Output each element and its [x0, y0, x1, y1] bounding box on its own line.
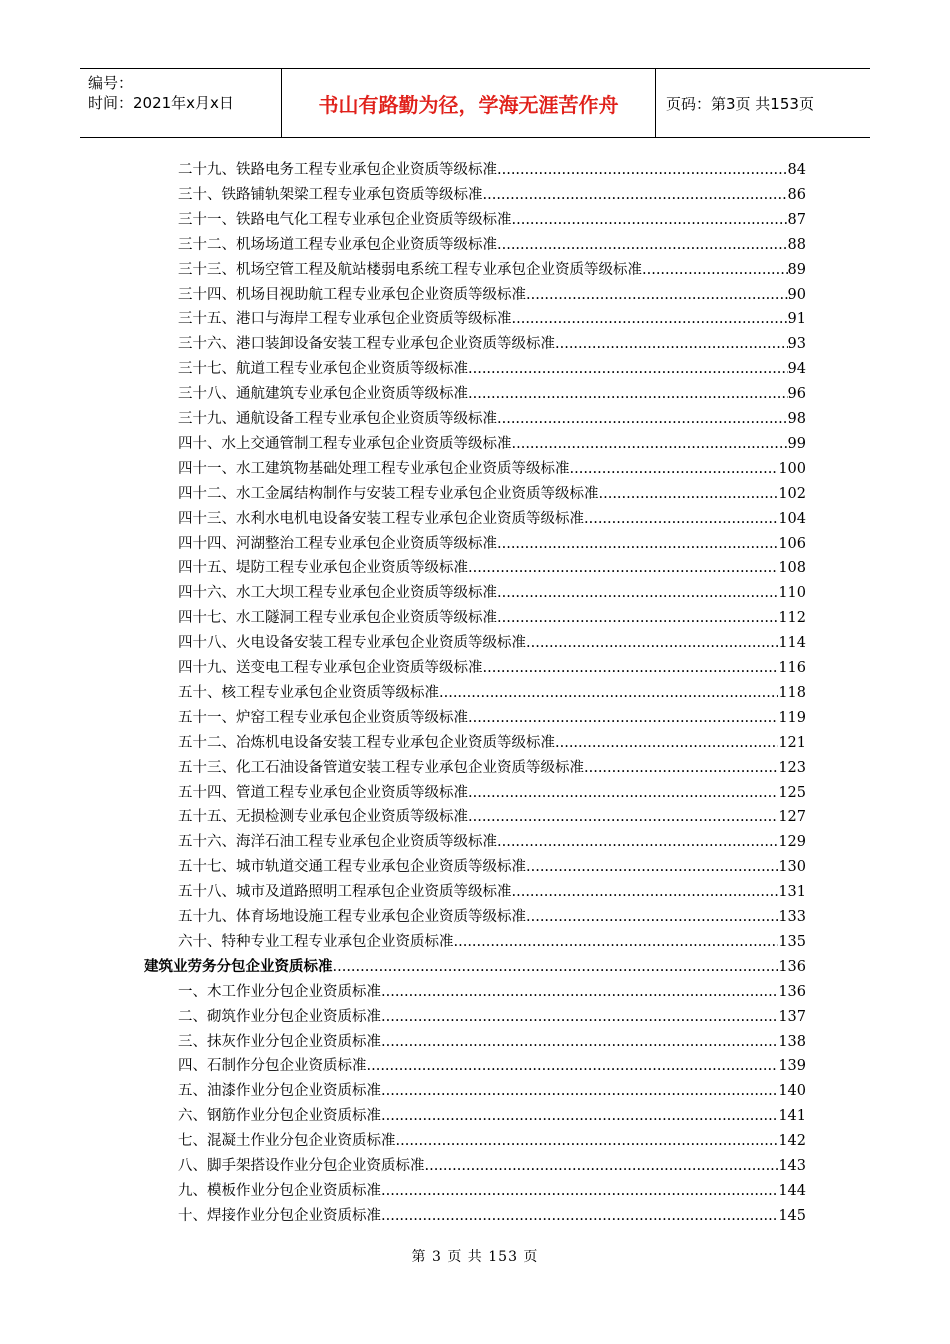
toc-leader-dots — [555, 334, 788, 354]
toc-entry[interactable] — [178, 681, 806, 703]
toc-entry[interactable] — [178, 930, 806, 952]
toc-entry[interactable] — [178, 880, 806, 902]
toc-entry-title: 五、油漆作业分包企业资质标准 — [178, 1083, 381, 1100]
toc-leader-dots — [381, 982, 778, 1002]
toc-entry-page: 136 — [778, 958, 806, 975]
toc-entry[interactable] — [178, 283, 806, 305]
toc-entry-title: 五十九、体育场地设施工程专业承包企业资质等级标准 — [178, 909, 526, 925]
toc-entry[interactable] — [178, 1204, 806, 1226]
toc-entry-page: 131 — [778, 884, 806, 901]
header-meta — [80, 69, 282, 137]
toc-entry[interactable] — [178, 731, 806, 753]
toc-leader-dots — [497, 583, 778, 603]
toc-entry-title: 五十一、炉窑工程专业承包企业资质等级标准 — [178, 709, 468, 726]
toc-leader-dots — [512, 882, 779, 902]
page-footer: 第 3 页 共 153 页 — [411, 1249, 539, 1265]
toc-leader-dots — [381, 1206, 778, 1226]
toc-leader-dots — [367, 1056, 779, 1076]
toc-leader-dots — [483, 185, 788, 205]
toc-entry-page: 90 — [787, 286, 806, 303]
toc-leader-dots — [454, 932, 779, 952]
toc-entry[interactable] — [178, 1129, 806, 1151]
toc-entry-title: 三十七、航道工程专业承包企业资质等级标准 — [178, 361, 468, 378]
toc-entry-title: 三十六、港口装卸设备安装工程专业承包企业资质等级标准 — [178, 336, 555, 353]
toc-leader-dots — [381, 1081, 778, 1101]
toc-entry-page: 89 — [787, 261, 806, 278]
toc-leader-dots — [483, 658, 779, 678]
toc-entry[interactable] — [178, 1154, 806, 1176]
toc-entry[interactable] — [178, 1005, 806, 1027]
toc-entry-page: 116 — [778, 660, 806, 676]
toc-entry[interactable] — [178, 631, 806, 653]
toc-entry[interactable] — [178, 307, 806, 329]
toc-leader-dots — [468, 708, 778, 728]
toc-leader-dots — [512, 309, 788, 329]
toc-entry-title: 四十一、水工建筑物基础处理工程专业承包企业资质等级标准 — [178, 460, 570, 477]
toc-entry[interactable] — [178, 756, 806, 778]
toc-entry-title: 四十四、河湖整治工程专业承包企业资质等级标准 — [178, 535, 497, 552]
toc-entry-title: 八、脚手架搭设作业分包企业资质标准 — [178, 1158, 425, 1174]
toc-leader-dots — [468, 384, 788, 404]
toc-leader-dots — [512, 434, 788, 454]
toc-entry-page: 87 — [787, 211, 806, 228]
toc-entry-title: 五十二、冶炼机电设备安装工程专业承包企业资质等级标准 — [178, 734, 555, 751]
toc-entry-page: 98 — [787, 411, 806, 427]
toc-leader-dots — [497, 160, 788, 180]
header-motto: 书山有路勤为径，学海无涯苦作舟 — [282, 69, 656, 137]
toc-entry-title: 四十七、水工隧洞工程专业承包企业资质等级标准 — [178, 610, 497, 627]
toc-entry[interactable] — [178, 830, 806, 852]
toc-entry-page: 86 — [787, 186, 806, 203]
toc-leader-dots — [526, 633, 778, 653]
toc-entry[interactable] — [178, 332, 806, 354]
toc-entry[interactable] — [178, 980, 806, 1002]
toc-entry-title: 五十五、无损检测专业承包企业资质等级标准 — [178, 809, 468, 826]
toc-entry-page: 141 — [778, 1108, 806, 1125]
toc-entry[interactable] — [178, 606, 806, 628]
toc-entry[interactable] — [178, 581, 806, 603]
toc-entry-title: 四十九、送变电工程专业承包企业资质等级标准 — [178, 660, 483, 676]
toc-entry-page: 104 — [778, 510, 806, 527]
toc-entry-page: 138 — [778, 1033, 806, 1050]
toc-entry-page: 106 — [778, 535, 806, 552]
toc-leader-dots — [584, 509, 778, 529]
toc-entry-title: 三十八、通航建筑专业承包企业资质等级标准 — [178, 386, 468, 403]
toc-entry[interactable] — [178, 1079, 806, 1101]
toc-entry[interactable] — [178, 805, 806, 827]
toc-leader-dots — [497, 608, 778, 628]
toc-leader-dots — [396, 1131, 779, 1151]
date-label: 时间：2021年x月x日 — [88, 94, 234, 112]
toc-entry-title: 三十四、机场目视助航工程专业承包企业资质等级标准 — [178, 286, 526, 303]
toc-leader-dots — [584, 758, 778, 778]
toc-leader-dots — [497, 534, 778, 554]
toc-entry-title: 五十六、海洋石油工程专业承包企业资质等级标准 — [178, 834, 497, 851]
toc-entry[interactable] — [178, 532, 806, 554]
toc-entry-page: 88 — [787, 236, 806, 253]
toc-entry[interactable] — [178, 706, 806, 728]
toc-entry-page: 114 — [778, 635, 806, 652]
toc-entry[interactable] — [178, 507, 806, 529]
toc-entry-page: 127 — [778, 809, 806, 826]
toc-entry-page: 133 — [778, 909, 806, 925]
toc-entry[interactable] — [178, 905, 806, 927]
toc-leader-dots — [381, 1106, 778, 1126]
toc-entry-page: 84 — [787, 162, 806, 178]
toc-entry-title: 三十九、通航设备工程专业承包企业资质等级标准 — [178, 411, 497, 427]
toc-leader-dots — [381, 1181, 778, 1201]
toc-entry-title: 三十三、机场空管工程及航站楼弱电系统工程专业承包企业资质等级标准 — [178, 261, 642, 278]
toc-entry-title: 三十、铁路铺轨架梁工程专业承包资质等级标准 — [178, 186, 483, 203]
toc-entry-page: 137 — [778, 1008, 806, 1025]
toc-leader-dots — [425, 1156, 779, 1176]
toc-entry-title: 三十一、铁路电气化工程专业承包企业资质等级标准 — [178, 211, 512, 228]
toc-leader-dots — [333, 957, 779, 977]
toc-entry-title: 四十八、火电设备安装工程专业承包企业资质等级标准 — [178, 635, 526, 652]
toc-leader-dots — [599, 484, 779, 504]
toc-entry-page: 145 — [778, 1207, 806, 1224]
toc-entry-page: 136 — [778, 983, 806, 1000]
toc-entry[interactable] — [178, 382, 806, 404]
toc-entry-title: 十、焊接作业分包企业资质标准 — [178, 1207, 381, 1224]
toc-entry-title: 三、抹灰作业分包企业资质标准 — [178, 1033, 381, 1050]
toc-entry[interactable] — [178, 258, 806, 280]
toc-leader-dots — [497, 235, 788, 255]
toc-entry[interactable] — [178, 656, 806, 678]
toc-entry[interactable] — [178, 208, 806, 230]
toc-entry-title: 五十七、城市轨道交通工程专业承包企业资质等级标准 — [178, 859, 526, 876]
toc-leader-dots — [439, 683, 778, 703]
toc-leader-dots — [526, 857, 778, 877]
toc-leader-dots — [381, 1032, 778, 1052]
toc-entry-title: 建筑业劳务分包企业资质标准 — [144, 957, 333, 975]
toc-entry-page: 91 — [787, 311, 806, 328]
toc-entry-title: 五十八、城市及道路照明工程承包企业资质等级标准 — [178, 884, 512, 901]
toc-entry-page: 110 — [778, 585, 806, 602]
toc-entry[interactable] — [178, 1054, 806, 1076]
toc-entry-title: 二十九、铁路电务工程专业承包企业资质等级标准 — [178, 162, 497, 178]
toc-leader-dots — [468, 359, 788, 379]
toc-leader-dots — [555, 733, 778, 753]
toc-leader-dots — [381, 1007, 778, 1027]
toc-entry-page: 129 — [778, 834, 806, 851]
number-label: 编号： — [88, 74, 134, 92]
toc-entry-title: 四、石制作分包企业资质标准 — [178, 1058, 367, 1075]
toc-entry-page: 102 — [778, 485, 806, 502]
toc-entry-page: 135 — [778, 933, 806, 950]
toc-leader-dots — [497, 409, 788, 429]
toc-entry[interactable] — [178, 233, 806, 255]
toc-entry[interactable] — [178, 158, 806, 180]
toc-entry-page: 119 — [778, 709, 806, 726]
toc-entry-title: 六十、特种专业工程专业承包企业资质标准 — [178, 933, 454, 950]
toc-entry-page: 123 — [778, 759, 806, 776]
toc-leader-dots — [512, 210, 788, 230]
header-page-label: 页码：第3页 共153页 — [666, 94, 814, 113]
toc-entry[interactable] — [178, 482, 806, 504]
toc-leader-dots — [468, 783, 778, 803]
toc-entry-page: 99 — [787, 435, 806, 452]
toc-entry[interactable] — [178, 457, 806, 479]
toc-leader-dots — [468, 558, 778, 578]
toc-leader-dots — [468, 807, 778, 827]
toc-entry-page: 143 — [778, 1158, 806, 1174]
toc-entry-page: 93 — [787, 336, 806, 353]
toc-entry-title: 四十五、堤防工程专业承包企业资质等级标准 — [178, 560, 468, 577]
toc-entry-title: 三十五、港口与海岸工程专业承包企业资质等级标准 — [178, 311, 512, 328]
toc-leader-dots — [570, 459, 779, 479]
toc-entry[interactable] — [144, 955, 806, 977]
toc-entry-title: 三十二、机场场道工程专业承包企业资质等级标准 — [178, 236, 497, 253]
toc-entry-title: 七、混凝土作业分包企业资质标准 — [178, 1133, 396, 1150]
toc-entry-page: 96 — [787, 386, 806, 403]
toc-leader-dots — [497, 832, 778, 852]
toc-entry-title: 二、砌筑作业分包企业资质标准 — [178, 1008, 381, 1025]
toc-entry-title: 四十、水上交通管制工程专业承包企业资质等级标准 — [178, 435, 512, 452]
toc-entry-page: 144 — [778, 1182, 806, 1199]
toc-entry[interactable] — [178, 1104, 806, 1126]
toc-entry-page: 118 — [778, 684, 806, 701]
toc-entry-title: 四十二、水工金属结构制作与安装工程专业承包企业资质等级标准 — [178, 485, 599, 502]
toc-entry-title: 六、钢筋作业分包企业资质标准 — [178, 1108, 381, 1125]
toc-entry-title: 四十三、水利水电机电设备安装工程专业承包企业资质等级标准 — [178, 510, 584, 527]
toc-entry[interactable] — [178, 432, 806, 454]
toc-entry-title: 四十六、水工大坝工程专业承包企业资质等级标准 — [178, 585, 497, 602]
toc-entry-page: 139 — [778, 1058, 806, 1075]
toc-entry-title: 九、模板作业分包企业资质标准 — [178, 1182, 381, 1199]
toc-entry[interactable] — [178, 781, 806, 803]
toc-entry-title: 一、木工作业分包企业资质标准 — [178, 983, 381, 1000]
toc-entry-page: 142 — [778, 1133, 806, 1150]
toc-entry[interactable] — [178, 855, 806, 877]
toc-leader-dots — [526, 907, 778, 927]
toc-entry[interactable] — [178, 556, 806, 578]
toc-leader-dots — [642, 260, 788, 280]
toc-entry-title: 五十三、化工石油设备管道安装工程专业承包企业资质等级标准 — [178, 759, 584, 776]
toc-entry-page: 108 — [778, 560, 806, 577]
toc-entry[interactable] — [178, 183, 806, 205]
toc-entry-title: 五十四、管道工程专业承包企业资质等级标准 — [178, 784, 468, 801]
toc-entry-page: 121 — [778, 734, 806, 751]
toc-leader-dots — [526, 285, 788, 305]
page-header — [80, 68, 870, 138]
toc-entry-page: 94 — [787, 361, 806, 378]
toc-entry-page: 100 — [778, 460, 806, 477]
toc-entry[interactable] — [178, 1030, 806, 1052]
toc-entry[interactable] — [178, 1179, 806, 1201]
toc-entry-page: 130 — [778, 859, 806, 876]
toc-entry-page: 112 — [778, 610, 806, 627]
toc-entry-page: 125 — [778, 784, 806, 801]
toc-entry[interactable] — [178, 357, 806, 379]
toc-entry-page: 140 — [778, 1083, 806, 1100]
toc-entry[interactable] — [178, 407, 806, 429]
toc-entry-title: 五十、核工程专业承包企业资质等级标准 — [178, 684, 439, 701]
